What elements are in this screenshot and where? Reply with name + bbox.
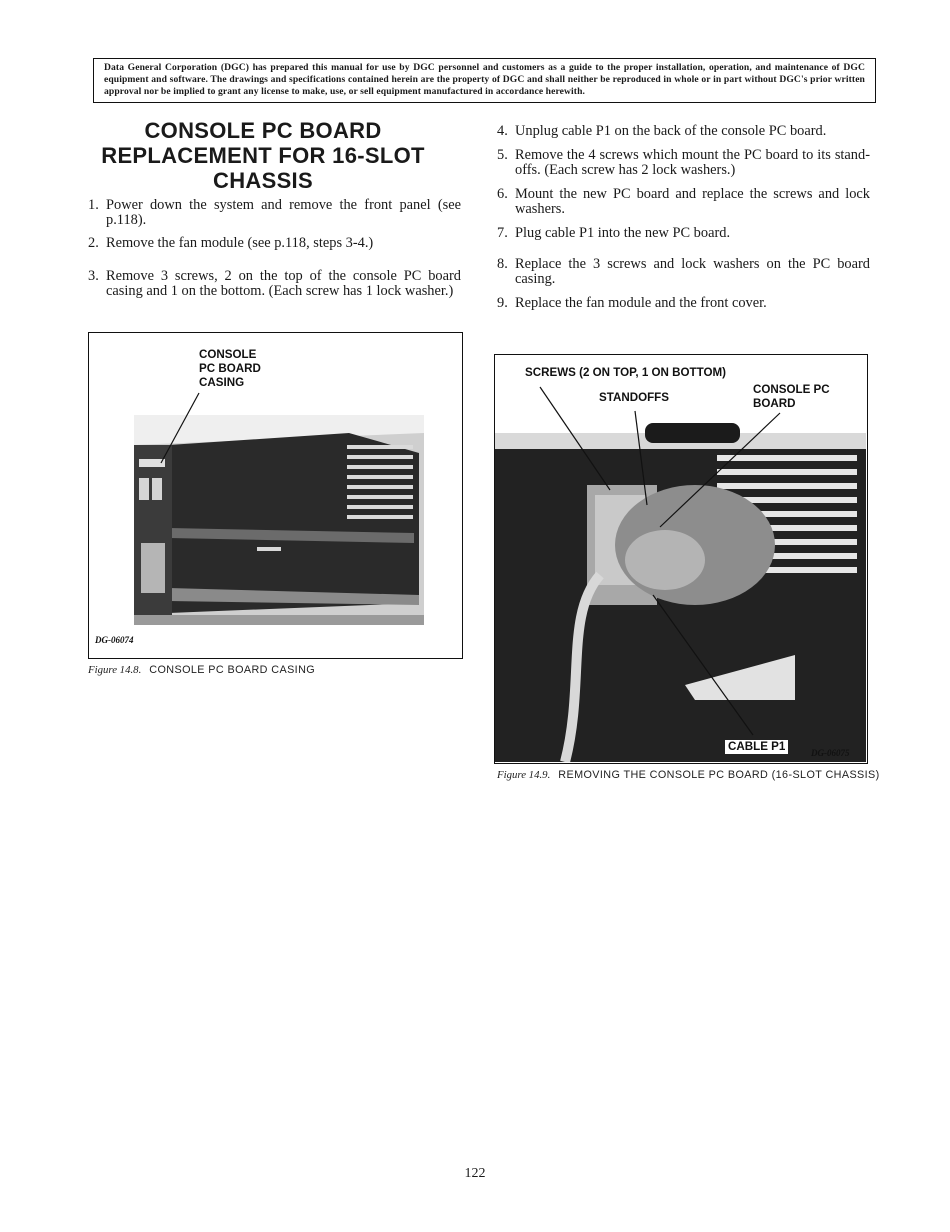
figure-caption xyxy=(497,769,880,781)
callout-line: PC BOARD xyxy=(199,362,261,375)
step-item xyxy=(88,198,461,228)
step-text: Mount the new PC board and replace the screws and lock washers. xyxy=(515,186,870,217)
callout-cable-p1: CABLE P1 xyxy=(725,740,788,754)
step-text: Replace the fan module and the front cover. xyxy=(515,295,767,311)
step-text: Remove the 4 screws which mount the PC board to its stand-offs. (Each screw has 2 lock washers.) xyxy=(515,147,870,178)
figure-code: DG-06074 xyxy=(95,635,134,645)
callout-line: CONSOLE xyxy=(199,348,257,361)
callout-standoffs: STANDOFFS xyxy=(599,391,669,404)
caption-figure-number: Figure 14.9. xyxy=(497,769,551,781)
step-number: 5. xyxy=(497,147,508,163)
step-number: 1. xyxy=(88,197,99,213)
step-text: Replace the 3 screws and lock washers on the PC board casing. xyxy=(515,256,870,287)
step-text: Unplug cable P1 on the back of the console PC board. xyxy=(515,123,827,139)
step-item xyxy=(497,226,870,241)
steps-list-right xyxy=(497,124,870,311)
caption-text: CONSOLE PC BOARD CASING xyxy=(149,664,316,676)
step-number: 9. xyxy=(497,295,508,311)
figure-removing-console-pc-board xyxy=(494,354,868,764)
page-title xyxy=(88,118,438,193)
step-item xyxy=(88,269,461,299)
callout-console-pc-board xyxy=(753,383,830,411)
step-number: 3. xyxy=(88,268,99,284)
step-item xyxy=(497,296,870,311)
step-number: 7. xyxy=(497,225,508,241)
callout-line: CASING xyxy=(199,376,245,389)
callout-line: BOARD xyxy=(753,397,796,410)
title-line-3: CHASSIS xyxy=(213,168,313,193)
callout-line: CONSOLE PC xyxy=(753,383,830,396)
step-item xyxy=(497,148,870,178)
step-text: Remove the fan module (see p.118, steps 3-4.) xyxy=(106,235,374,251)
step-text: Power down the system and remove the front panel (see p.118). xyxy=(106,197,461,228)
step-number: 6. xyxy=(497,186,508,202)
step-number: 2. xyxy=(88,235,99,251)
step-number: 8. xyxy=(497,256,508,272)
copyright-notice: Data General Corporation (DGC) has prepared this manual for use by DGC personnel and customers as a guide to the proper installation, operation, and maintenance of DGC equipment and software. The drawings and specifications contained herein are the property of DGC and shall neither be reproduced in whole or in part without DGC's prior written approval nor be implied to grant any license to make, use, or sell equipment manufactured in accordance herewith. xyxy=(93,58,876,103)
step-text: Plug cable P1 into the new PC board. xyxy=(515,225,731,241)
board-removal-photo xyxy=(495,355,866,762)
step-text: Remove 3 screws, 2 on the top of the console PC board casing and 1 on the bottom. (Each screw has 1 lock washer.) xyxy=(106,268,461,299)
step-item xyxy=(497,124,870,139)
figure-console-pc-board-casing xyxy=(88,332,463,659)
callout-console-pc-board-casing xyxy=(199,348,261,390)
figure-code: DG-06075 xyxy=(811,748,850,758)
step-item xyxy=(497,257,870,287)
step-item xyxy=(88,236,461,251)
figure-caption xyxy=(88,664,315,676)
title-line-2: REPLACEMENT FOR 16-SLOT xyxy=(101,143,425,168)
page-number: 122 xyxy=(464,1166,486,1181)
callout-screws: SCREWS (2 ON TOP, 1 ON BOTTOM) xyxy=(525,366,726,379)
steps-list-left xyxy=(88,198,461,299)
caption-text: REMOVING THE CONSOLE PC BOARD (16-SLOT CHASSIS) xyxy=(558,769,880,781)
step-number: 4. xyxy=(497,123,508,139)
chassis-photo xyxy=(89,333,461,657)
caption-figure-number: Figure 14.8. xyxy=(88,664,142,676)
title-line-1: CONSOLE PC BOARD xyxy=(144,118,382,143)
step-item xyxy=(497,187,870,217)
